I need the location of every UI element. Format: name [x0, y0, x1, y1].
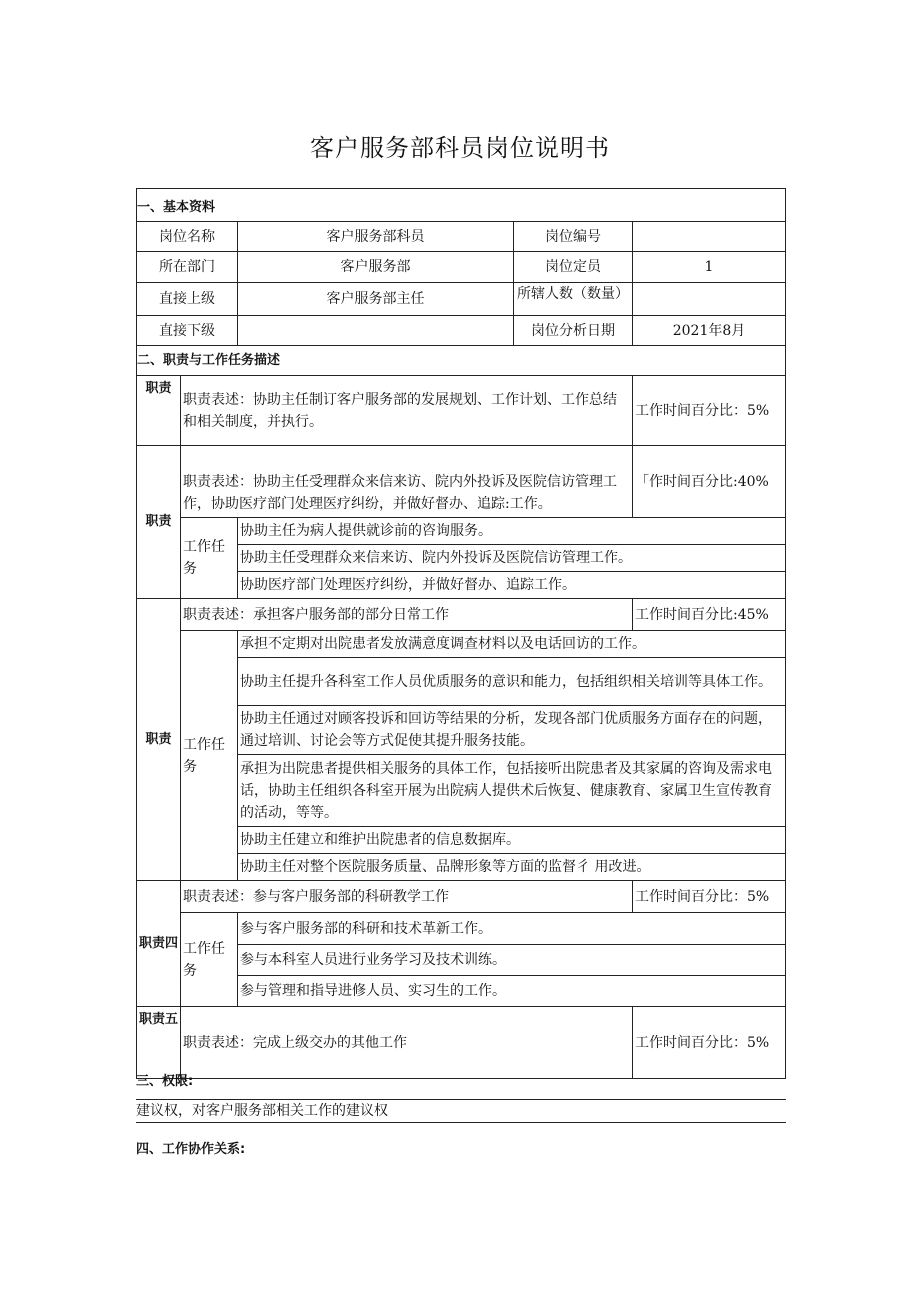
- duty-5-label: 职责五: [137, 1007, 181, 1079]
- duty-2-task-3: 协助医疗部门处理医疗纠纷，并做好督办、追踪工作。: [238, 572, 786, 599]
- value-subordinate: [238, 316, 514, 346]
- value-position-no: [633, 222, 786, 252]
- duty-5-time: 工作时间百分比：5%: [633, 1007, 786, 1079]
- duty-4-statement: 职责表述：参与客户服务部的科研教学工作: [181, 881, 633, 913]
- duty-1-label: 职责: [137, 376, 181, 446]
- page-title: 客户服务部科员岗位说明书: [310, 134, 610, 162]
- duty-4-task-3: 参与管理和指导进修人员、实习生的工作。: [238, 976, 786, 1007]
- duty-3-task-label: 工作任务: [181, 631, 238, 881]
- duty-2-task-1: 协助主任为病人提供就诊前的咨询服务。: [238, 518, 786, 545]
- job-description-table: [136, 188, 786, 1079]
- duty-2-task-2: 协助主任受理群众来信来访、院内外投诉及医院信访管理工作。: [238, 545, 786, 572]
- value-superior: 客户服务部主任: [238, 283, 514, 316]
- duty-4-task-1: 参与客户服务部的科研和技术革新工作。: [238, 913, 786, 945]
- duty-2-statement: 职责表述：协助主任受理群众来信来访、院内外投诉及医院信访管理工作，协助医疗部门处理医疗纠纷，并做好督办、追踪:工作。: [181, 446, 633, 518]
- label-superior: 直接上级: [137, 283, 238, 316]
- duty-4-task-2: 参与本科室人员进行业务学习及技术训练。: [238, 945, 786, 976]
- duty-2-task-label: 工作任务: [181, 518, 238, 599]
- duty-2-time: 「作时间百分比:40%: [633, 446, 786, 518]
- value-position-name: 客户服务部科员: [238, 222, 514, 252]
- label-position-name: 岗位名称: [137, 222, 238, 252]
- duty-3-task-4: 承担为出院患者提供相关服务的具体工作，包括接听出院患者及其家属的咨询及需求电话，协助主任组织各科室开展为出院病人提供术后恢复、健康教育、家属卫生宣传教育的活动，等等。: [238, 755, 786, 827]
- label-subordinate: 直接下级: [137, 316, 238, 346]
- duty-3-task-3: 协助主任通过对顾客投诉和回访等结果的分析，发现各部门优质服务方面存在的问题，通过培训、讨论会等方式促使其提升服务技能。: [238, 706, 786, 755]
- label-department: 所在部门: [137, 252, 238, 283]
- duty-2-label: 职责: [137, 446, 181, 599]
- duty-3-task-2: 协助主任提升各科室工作人员优质服务的意识和能力，包括组织相关培训等具体工作。: [238, 658, 786, 706]
- label-subordinates-count: 所辖人数（数量）: [517, 285, 629, 302]
- duty-1-time: 工作时间百分比：5%: [633, 376, 786, 446]
- duty-3-label: 职责: [137, 599, 181, 881]
- label-headcount: 岗位定员: [514, 252, 633, 283]
- value-headcount: 1: [633, 252, 786, 283]
- duty-4-task-label: 工作任务: [181, 913, 238, 1007]
- duty-5-statement: 职责表述：完成上级交办的其他工作: [181, 1007, 633, 1079]
- authority-content: 建议权，对客户服务部相关工作的建议权: [136, 1099, 786, 1123]
- value-analysis-date: 2021年8月: [633, 316, 786, 346]
- section-duties-heading: 二、职责与工作任务描述: [137, 346, 786, 376]
- section-authority-heading: 三、权限:: [136, 1074, 194, 1089]
- duty-3-task-5: 协助主任建立和维护出院患者的信息数据库。: [238, 827, 786, 854]
- duty-4-time: 工作时间百分比：5%: [633, 881, 786, 913]
- label-analysis-date: 岗位分析日期: [514, 316, 633, 346]
- duty-3-time: 工作时间百分比:45%: [633, 599, 786, 631]
- section-collaboration-heading: 四、工作协作关系:: [136, 1142, 246, 1157]
- section-basic-info-heading: 一、基本资料: [137, 189, 786, 222]
- duty-4-label: 职责四: [137, 881, 181, 1007]
- duty-3-task-1: 承担不定期对出院患者发放满意度调查材料以及电话回访的工作。: [238, 631, 786, 658]
- value-subordinates-count: [633, 283, 786, 316]
- duty-1-statement: 职责表述：协助主任制订客户服务部的发展规划、工作计划、工作总结和相关制度，并执行。: [181, 376, 633, 446]
- duty-3-task-6: 协助主任对整个医院服务质量、品牌形象等方面的监督彳 用改进。: [238, 854, 786, 881]
- duty-3-statement: 职责表述：承担客户服务部的部分日常工作: [181, 599, 633, 631]
- label-position-no: 岗位编号: [514, 222, 633, 252]
- value-department: 客户服务部: [238, 252, 514, 283]
